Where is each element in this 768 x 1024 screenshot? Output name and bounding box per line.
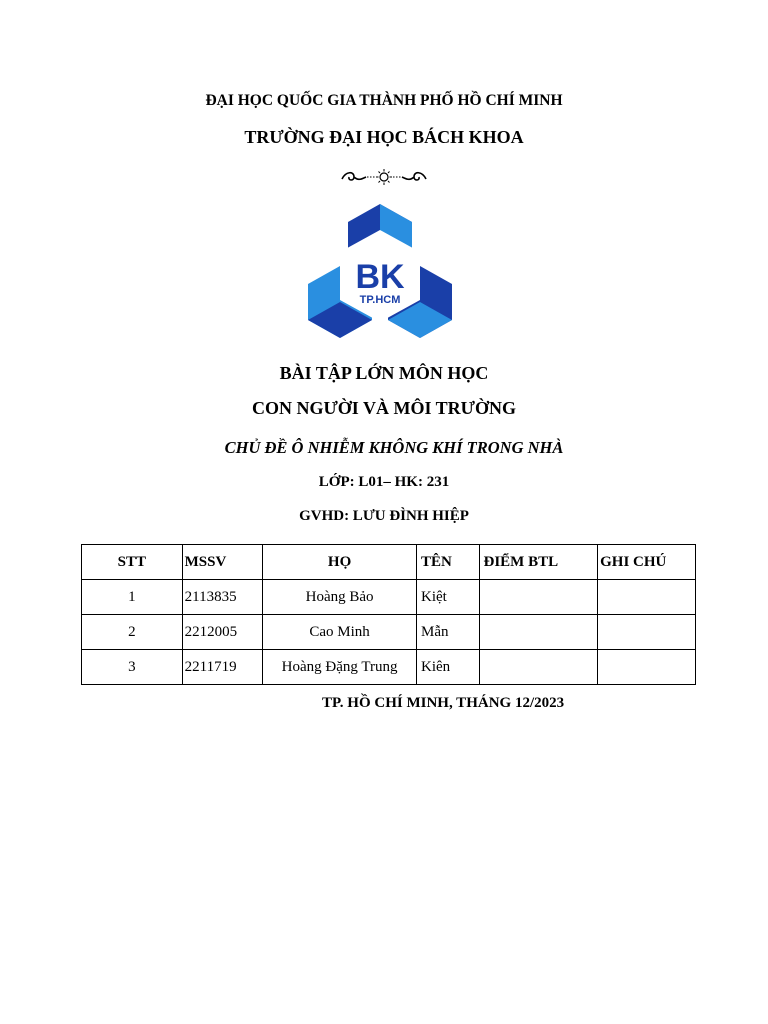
cell-ho: Cao Minh	[263, 615, 417, 650]
cell-mssv: 2113835	[182, 580, 263, 615]
header-diem: ĐIỂM BTL	[479, 545, 598, 580]
instructor-info: GVHD: LƯU ĐÌNH HIỆP	[299, 508, 469, 524]
cell-mssv: 2212005	[182, 615, 263, 650]
table-row	[82, 580, 696, 615]
cell-diem	[479, 615, 598, 650]
cell-mssv: 2211719	[182, 650, 263, 685]
table-row	[82, 615, 696, 650]
ornament-divider-icon	[340, 167, 428, 187]
place-date-footer: TP. HỒ CHÍ MINH, THÁNG 12/2023	[322, 695, 565, 711]
school-name: TRƯỜNG ĐẠI HỌC BÁCH KHOA	[244, 127, 524, 147]
cell-stt: 2	[82, 615, 183, 650]
assignment-title: BÀI TẬP LỚN MÔN HỌC	[279, 363, 489, 383]
class-info: LỚP: L01– HK: 231	[318, 474, 450, 490]
cell-ghichu	[598, 650, 696, 685]
cell-stt: 1	[82, 580, 183, 615]
header-ho: HỌ	[263, 545, 417, 580]
subject-title: CON NGƯỜI VÀ MÔI TRƯỜNG	[251, 398, 516, 418]
cell-ten: Mẫn	[417, 615, 479, 650]
cell-ho: Hoàng Bảo	[263, 580, 417, 615]
table-header-row	[82, 545, 696, 580]
header-mssv: MSSV	[182, 545, 263, 580]
header-ghichu: GHI CHÚ	[598, 545, 696, 580]
bk-logo	[304, 202, 456, 348]
logo-main-text: BK	[355, 258, 405, 296]
header-ten: TÊN	[417, 545, 479, 580]
cell-ten: Kiên	[417, 650, 479, 685]
cell-ghichu	[598, 580, 696, 615]
table-row	[82, 650, 696, 685]
cell-ho: Hoàng Đặng Trung	[263, 650, 417, 685]
topic-title: CHỦ ĐỀ Ô NHIỄM KHÔNG KHÍ TRONG NHÀ	[224, 438, 564, 457]
university-name: ĐẠI HỌC QUỐC GIA THÀNH PHỐ HỒ CHÍ MINH	[205, 92, 563, 109]
cell-ten: Kiệt	[417, 580, 479, 615]
cell-diem	[479, 580, 598, 615]
logo-sub-text: TP.HCM	[359, 294, 401, 306]
header-stt: STT	[82, 545, 183, 580]
cell-stt: 3	[82, 650, 183, 685]
cell-diem	[479, 650, 598, 685]
cell-ghichu	[598, 615, 696, 650]
student-table	[81, 544, 696, 685]
